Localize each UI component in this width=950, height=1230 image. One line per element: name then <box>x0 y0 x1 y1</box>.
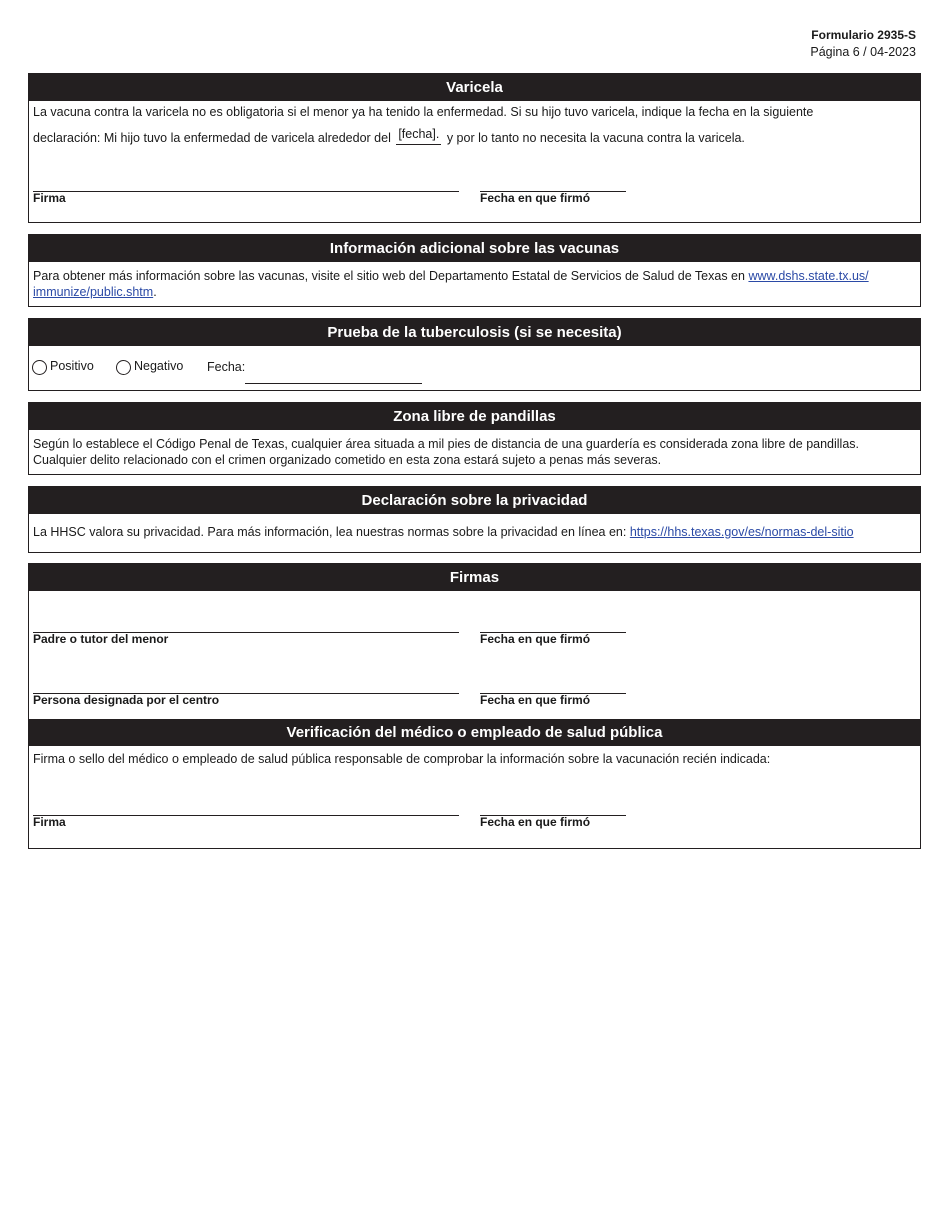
dshs-link-continued[interactable]: immunize/public.shtm <box>33 285 154 299</box>
form-id: Formulario 2935-S <box>811 28 916 42</box>
tb-section <box>28 318 921 391</box>
tb-date-line[interactable] <box>245 383 422 384</box>
vaccine-info-body: Para obtener más información sobre las vacunas, visite el sitio web del Departamento Estatal de Servicios de Salud de Texas en <box>33 269 745 283</box>
varicela-text-before: declaración: Mi hijo tuvo la enfermedad de varicela alrededor del <box>33 131 391 145</box>
vaccine-info-text <box>33 268 912 300</box>
positive-radio[interactable] <box>32 360 47 375</box>
positive-label: Positivo <box>50 359 94 373</box>
tb-date-label: Fecha: <box>207 360 246 374</box>
verification-date-label: Fecha en que firmó <box>480 815 591 829</box>
page-info: Página 6 / 04-2023 <box>810 45 916 59</box>
parent-date-label: Fecha en que firmó <box>480 632 591 646</box>
varicela-signature-line[interactable] <box>33 191 459 192</box>
vaccine-info-section <box>28 234 921 307</box>
privacy-section <box>28 486 921 553</box>
privacy-link[interactable]: https://hhs.texas.gov/es/normas-del-sitio <box>629 525 854 539</box>
privacy-body: La HHSC valora su privacidad. Para más información, lea nuestras normas sobre la privacidad en línea en: <box>33 525 627 539</box>
signatures-section <box>28 563 921 849</box>
designee-date-label: Fecha en que firmó <box>480 693 591 707</box>
negative-label: Negativo <box>134 359 184 373</box>
privacy-text <box>33 524 912 540</box>
varicela-signature-label: Firma <box>33 191 66 205</box>
vaccine-info-title: Información adicional sobre las vacunas <box>29 235 920 262</box>
varicela-title: Varicela <box>29 74 920 101</box>
varicela-date-label: Fecha en que firmó <box>480 191 591 205</box>
verification-text: Firma o sello del médico o empleado de salud pública responsable de comprobar la información sobre la vacunación recién indicada: <box>33 752 771 766</box>
negative-radio[interactable] <box>116 360 131 375</box>
form-header <box>810 27 916 61</box>
varicela-text-line2 <box>33 128 912 149</box>
verification-signature-line[interactable] <box>33 815 459 816</box>
tb-title: Prueba de la tuberculosis (si se necesita) <box>29 319 920 346</box>
parent-signature-label: Padre o tutor del menor <box>33 632 169 646</box>
dshs-link[interactable]: www.dshs.state.tx.us/ <box>748 269 869 283</box>
varicela-text-line1: La vacuna contra la varicela no es obligatoria si el menor ya ha tenido la enfermedad. Si su hijo tuvo varicela, indique la fecha en la siguiente <box>33 105 814 119</box>
gang-free-text: Según lo establece el Código Penal de Texas, cualquier área situada a mil pies de distancia de una guardería es considerada zona libre de pandillas. Cualquier delito relacionado con el crimen organizado cometido en esta zona estará sujeto a penas más severas. <box>33 437 860 467</box>
gang-free-section <box>28 402 921 475</box>
varicela-date-field[interactable]: [fecha]. <box>396 124 441 145</box>
gang-free-title: Zona libre de pandillas <box>29 403 920 430</box>
varicela-section <box>28 73 921 223</box>
signatures-title: Firmas <box>29 564 920 591</box>
verification-title: Verificación del médico o empleado de salud pública <box>29 719 920 746</box>
verification-signature-label: Firma <box>33 815 66 829</box>
designee-signature-label: Persona designada por el centro <box>33 693 220 707</box>
vaccine-info-period: . <box>153 285 157 299</box>
varicela-text-after: y por lo tanto no necesita la vacuna contra la varicela. <box>446 131 745 145</box>
privacy-title: Declaración sobre la privacidad <box>29 487 920 514</box>
